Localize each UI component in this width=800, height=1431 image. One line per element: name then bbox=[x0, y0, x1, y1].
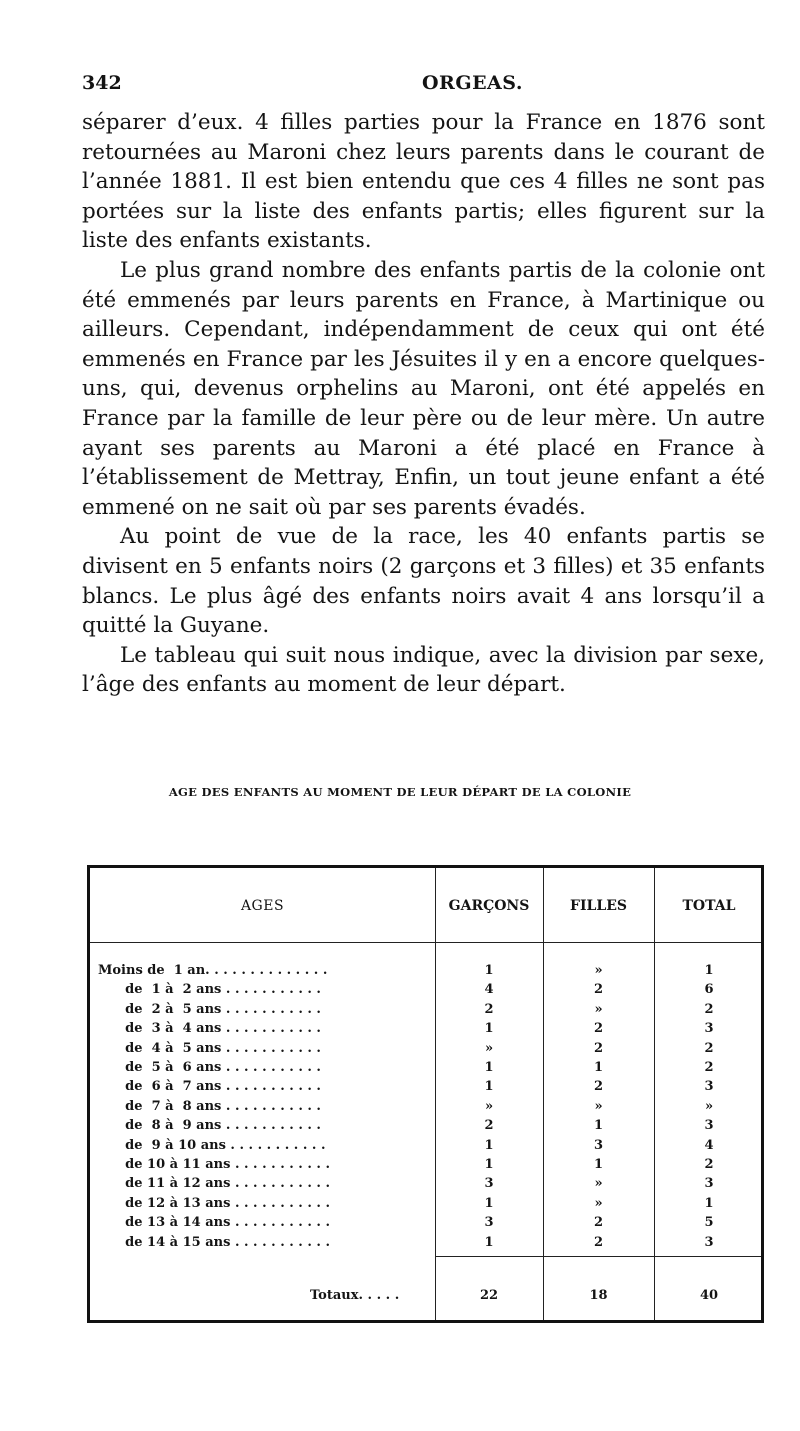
table-row bbox=[90, 1021, 761, 1041]
age-cell: de 1 à 2 ans . . . . . . . . . . . bbox=[98, 982, 321, 998]
table-row bbox=[90, 1138, 761, 1158]
totals-total: 40 bbox=[699, 1288, 719, 1303]
filles-cell: 2 bbox=[593, 982, 604, 998]
filles-cell: 2 bbox=[593, 1215, 604, 1231]
garcons-cell: » bbox=[484, 1040, 494, 1056]
filles-cell: 2 bbox=[593, 1021, 604, 1037]
table-row bbox=[90, 1215, 761, 1235]
age-table bbox=[87, 865, 764, 1323]
table-row bbox=[90, 1099, 761, 1119]
total-cell: 2 bbox=[704, 1157, 714, 1172]
table-caption: AGE DES ENFANTS AU MOMENT DE LEUR DÉPART DE LA COLONIE bbox=[168, 785, 632, 799]
age-cell: de 13 à 14 ans . . . . . . . . . . . bbox=[98, 1215, 330, 1231]
age-cell: de 3 à 4 ans . . . . . . . . . . . bbox=[98, 1021, 321, 1037]
age-cell: de 6 à 7 ans . . . . . . . . . . . bbox=[98, 1079, 321, 1095]
table-row bbox=[90, 1157, 761, 1177]
header-rule bbox=[90, 942, 761, 943]
garcons-cell: 1 bbox=[484, 1137, 494, 1153]
garcons-cell: 3 bbox=[484, 1176, 494, 1192]
filles-cell: » bbox=[594, 1195, 603, 1211]
body-text bbox=[82, 108, 765, 700]
total-cell: 6 bbox=[704, 982, 714, 998]
garcons-cell: 1 bbox=[484, 1157, 494, 1172]
age-cell: de 12 à 13 ans . . . . . . . . . . . bbox=[98, 1195, 330, 1211]
paragraph: Le tableau qui suit nous indique, avec la division par sexe, l’âge des enfants au moment de leur départ. bbox=[82, 642, 765, 698]
garcons-cell: 1 bbox=[484, 1079, 494, 1095]
paragraph: Le plus grand nombre des enfants partis de la colonie ont été emmenés par leurs parents en France, à Martinique ou ailleurs. Cependant, indépendamment de ceux qui ont été emmenés en France par les Jésuites il y en a encore quelques-uns, qui, devenus orphelins au Maroni, ont été appelés en France par la famille de leur père ou de leur mère. Un autre ayant ses parents au Maroni a été placé en France à l’établissement de Mettray, Enfin, un tout jeune enfant a été emmené on ne sait où par ses parents évadés. bbox=[82, 257, 765, 520]
age-cell: de 2 à 5 ans . . . . . . . . . . . bbox=[98, 1001, 321, 1017]
total-cell: 1 bbox=[704, 1195, 714, 1211]
column-header-filles: FILLES bbox=[570, 898, 627, 914]
garcons-cell: » bbox=[484, 1098, 494, 1114]
column-header-garcons: GARÇONS bbox=[448, 898, 530, 914]
age-cell: Moins de 1 an. . . . . . . . . . . . . . bbox=[98, 963, 328, 978]
total-cell: 3 bbox=[704, 1118, 714, 1134]
age-cell: de 5 à 6 ans . . . . . . . . . . . bbox=[98, 1060, 321, 1075]
garcons-cell: 1 bbox=[484, 1060, 494, 1075]
table-row bbox=[90, 1196, 761, 1216]
total-cell: » bbox=[704, 1098, 714, 1114]
filles-cell: 1 bbox=[593, 1060, 604, 1075]
total-cell: 2 bbox=[704, 1040, 714, 1056]
filles-cell: » bbox=[594, 1001, 603, 1017]
age-cell: de 8 à 9 ans . . . . . . . . . . . bbox=[98, 1118, 321, 1134]
filles-cell: » bbox=[594, 1176, 603, 1192]
age-cell: de 11 à 12 ans . . . . . . . . . . . bbox=[98, 1176, 330, 1192]
filles-cell: 2 bbox=[593, 1040, 604, 1056]
table-row bbox=[90, 1235, 761, 1255]
table-row bbox=[90, 982, 761, 1002]
paragraph: Au point de vue de la race, les 40 enfants partis se divisent en 5 enfants noirs (2 garçons et 3 filles) et 35 enfants blancs. Le plus âgé des enfants noirs avait 4 ans lorsqu’il a quitté la Guyane. bbox=[82, 524, 765, 639]
age-cell: de 7 à 8 ans . . . . . . . . . . . bbox=[98, 1098, 321, 1114]
total-cell: 2 bbox=[704, 1001, 714, 1017]
running-title: ORGEAS. bbox=[422, 72, 523, 94]
total-cell: 5 bbox=[704, 1215, 714, 1231]
table-row bbox=[90, 1041, 761, 1061]
filles-cell: 2 bbox=[593, 1234, 604, 1250]
total-cell: 2 bbox=[704, 1060, 714, 1075]
totals-label: Totaux. . . . . bbox=[310, 1288, 400, 1303]
table-row bbox=[90, 1176, 761, 1196]
filles-cell: » bbox=[594, 963, 603, 978]
filles-cell: 2 bbox=[593, 1079, 604, 1095]
garcons-cell: 1 bbox=[484, 1021, 494, 1037]
total-cell: 3 bbox=[704, 1079, 714, 1095]
column-header-total: TOTAL bbox=[682, 898, 736, 914]
garcons-cell: 3 bbox=[484, 1215, 494, 1231]
garcons-cell: 4 bbox=[484, 982, 494, 998]
totals-filles: 18 bbox=[589, 1288, 608, 1303]
filles-cell: 3 bbox=[593, 1137, 604, 1153]
page-header bbox=[82, 72, 760, 98]
table-row bbox=[90, 1079, 761, 1099]
table-row bbox=[90, 1118, 761, 1138]
garcons-cell: 1 bbox=[484, 963, 494, 978]
garcons-cell: 2 bbox=[484, 1001, 494, 1017]
filles-cell: 1 bbox=[593, 1118, 604, 1134]
total-cell: 3 bbox=[704, 1234, 714, 1250]
page-number: 342 bbox=[82, 72, 122, 94]
paragraph: séparer d’eux. 4 filles parties pour la France en 1876 sont retournées au Maroni chez leurs parents dans le courant de l’année 1881. Il est bien entendu que ces 4 filles ne sont pas portées sur la liste des enfants partis; elles figurent sur la liste des enfants existants. bbox=[82, 110, 765, 254]
table-row bbox=[90, 1060, 761, 1080]
age-cell: de 14 à 15 ans . . . . . . . . . . . bbox=[98, 1234, 330, 1250]
column-header-ages: AGES bbox=[240, 898, 285, 914]
garcons-cell: 2 bbox=[484, 1118, 494, 1134]
table-row bbox=[90, 1002, 761, 1022]
total-cell: 1 bbox=[704, 963, 714, 978]
age-cell: de 4 à 5 ans . . . . . . . . . . . bbox=[98, 1040, 321, 1056]
garcons-cell: 1 bbox=[484, 1234, 494, 1250]
filles-cell: » bbox=[594, 1098, 603, 1114]
total-cell: 4 bbox=[704, 1137, 714, 1153]
age-cell: de 10 à 11 ans . . . . . . . . . . . bbox=[98, 1157, 330, 1172]
totals-garcons: 22 bbox=[479, 1288, 499, 1303]
totals-rule bbox=[435, 1256, 761, 1257]
garcons-cell: 1 bbox=[484, 1195, 494, 1211]
total-cell: 3 bbox=[704, 1176, 714, 1192]
filles-cell: 1 bbox=[593, 1157, 604, 1172]
age-cell: de 9 à 10 ans . . . . . . . . . . . bbox=[98, 1137, 326, 1153]
total-cell: 3 bbox=[704, 1021, 714, 1037]
table-row bbox=[90, 963, 761, 983]
